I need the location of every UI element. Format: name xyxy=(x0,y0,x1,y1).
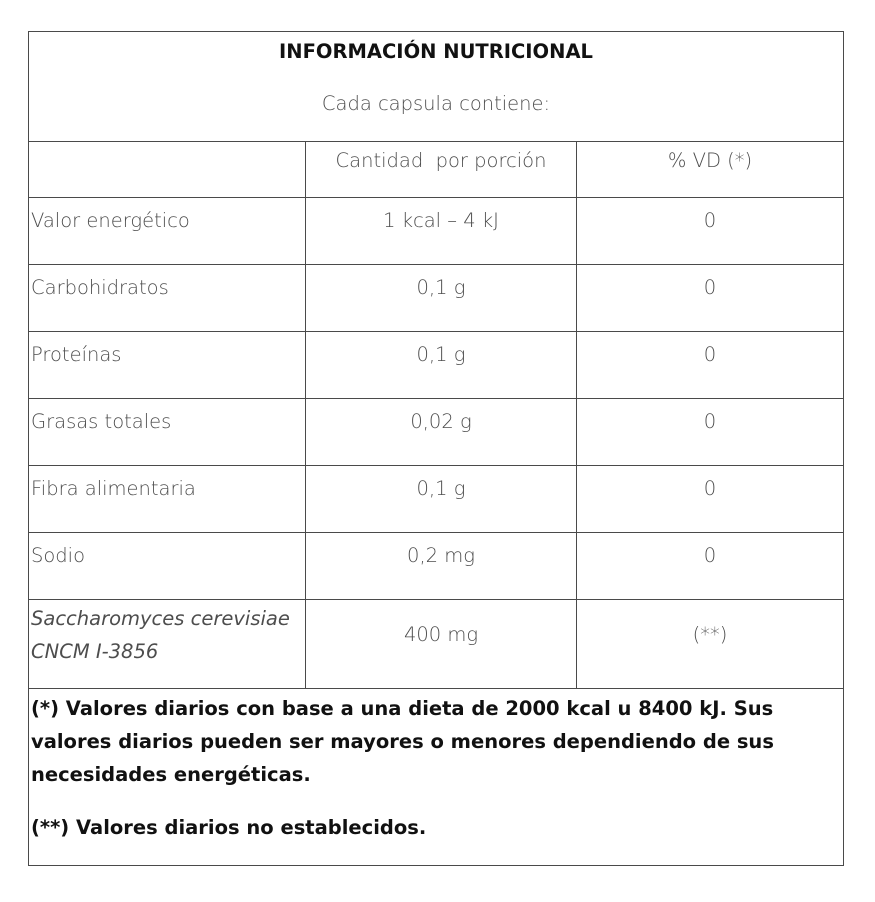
nutrient-vd-cell xyxy=(577,399,844,466)
header-cell-amount xyxy=(306,142,577,198)
nutrient-name-cell xyxy=(29,600,306,689)
footnote-daily-values: (*) Valores diarios con base a una dieta de 2000 kcal u 8400 kJ. Sus valores diarios pueden ser mayores o menores dependiendo de sus necesidades energéticas. xyxy=(31,697,774,786)
nutrient-amount: 0,1 g xyxy=(416,276,466,299)
nutrient-amount-cell xyxy=(306,600,577,689)
table-row xyxy=(29,198,844,265)
footnote-not-established: (**) Valores diarios no establecidos. xyxy=(31,816,427,839)
nutrient-amount: 0,2 mg xyxy=(407,544,475,567)
nutrient-amount: 0,1 g xyxy=(416,343,466,366)
table-row xyxy=(29,265,844,332)
nutrient-name-cell xyxy=(29,533,306,600)
table-row xyxy=(29,332,844,399)
nutrient-vd-cell xyxy=(577,533,844,600)
nutrient-vd: 0 xyxy=(703,477,717,500)
nutrient-amount-cell xyxy=(306,332,577,399)
table-row xyxy=(29,600,844,689)
nutrient-name: Saccharomyces cerevisiae CNCM I-3856 xyxy=(31,607,290,663)
footnote-cell xyxy=(29,689,844,866)
nutrient-name-cell xyxy=(29,198,306,265)
nutrient-vd: 0 xyxy=(703,209,717,232)
nutrient-name: Sodio xyxy=(31,544,86,567)
table-subtitle: Cada capsula contiene: xyxy=(321,92,551,115)
nutrient-amount-cell xyxy=(306,198,577,265)
nutrient-name: Proteínas xyxy=(31,343,122,366)
nutrient-vd: 0 xyxy=(703,276,717,299)
nutrient-vd-cell xyxy=(577,466,844,533)
nutrient-vd: (**) xyxy=(692,623,728,646)
table-row xyxy=(29,466,844,533)
nutrient-amount-cell xyxy=(306,265,577,332)
nutrient-amount: 1 kcal – 4 kJ xyxy=(383,209,499,232)
nutrient-amount-cell xyxy=(306,399,577,466)
table-title: INFORMACIÓN NUTRICIONAL xyxy=(279,40,593,63)
nutrient-vd-cell xyxy=(577,332,844,399)
nutrient-name: Carbohidratos xyxy=(31,276,169,299)
nutrient-name-cell xyxy=(29,332,306,399)
nutrient-name: Fibra alimentaria xyxy=(31,477,196,500)
table-row xyxy=(29,399,844,466)
header-cell-empty xyxy=(29,142,306,198)
table-row xyxy=(29,533,844,600)
header-amount-label: Cantidad por porción xyxy=(335,149,547,172)
nutrient-amount: 0,02 g xyxy=(410,410,472,433)
nutrient-amount-cell xyxy=(306,466,577,533)
nutrient-name-cell xyxy=(29,399,306,466)
nutrient-amount: 400 mg xyxy=(403,623,479,646)
header-row xyxy=(29,142,844,198)
nutrient-vd: 0 xyxy=(703,544,717,567)
nutrient-vd: 0 xyxy=(703,410,717,433)
title-row xyxy=(29,32,844,142)
header-vd-label: % VD (*) xyxy=(667,149,753,172)
header-cell-vd xyxy=(577,142,844,198)
nutrient-vd-cell xyxy=(577,198,844,265)
nutrient-name-cell xyxy=(29,466,306,533)
nutrient-amount-cell xyxy=(306,533,577,600)
nutrient-vd: 0 xyxy=(703,343,717,366)
nutrient-vd-cell xyxy=(577,265,844,332)
footnote-row xyxy=(29,689,844,866)
nutrient-amount: 0,1 g xyxy=(416,477,466,500)
nutrient-name: Valor energético xyxy=(31,209,190,232)
nutrient-name: Grasas totales xyxy=(31,410,172,433)
nutrition-table xyxy=(28,31,844,866)
nutrient-name-cell xyxy=(29,265,306,332)
title-cell xyxy=(29,32,844,142)
nutrient-vd-cell xyxy=(577,600,844,689)
